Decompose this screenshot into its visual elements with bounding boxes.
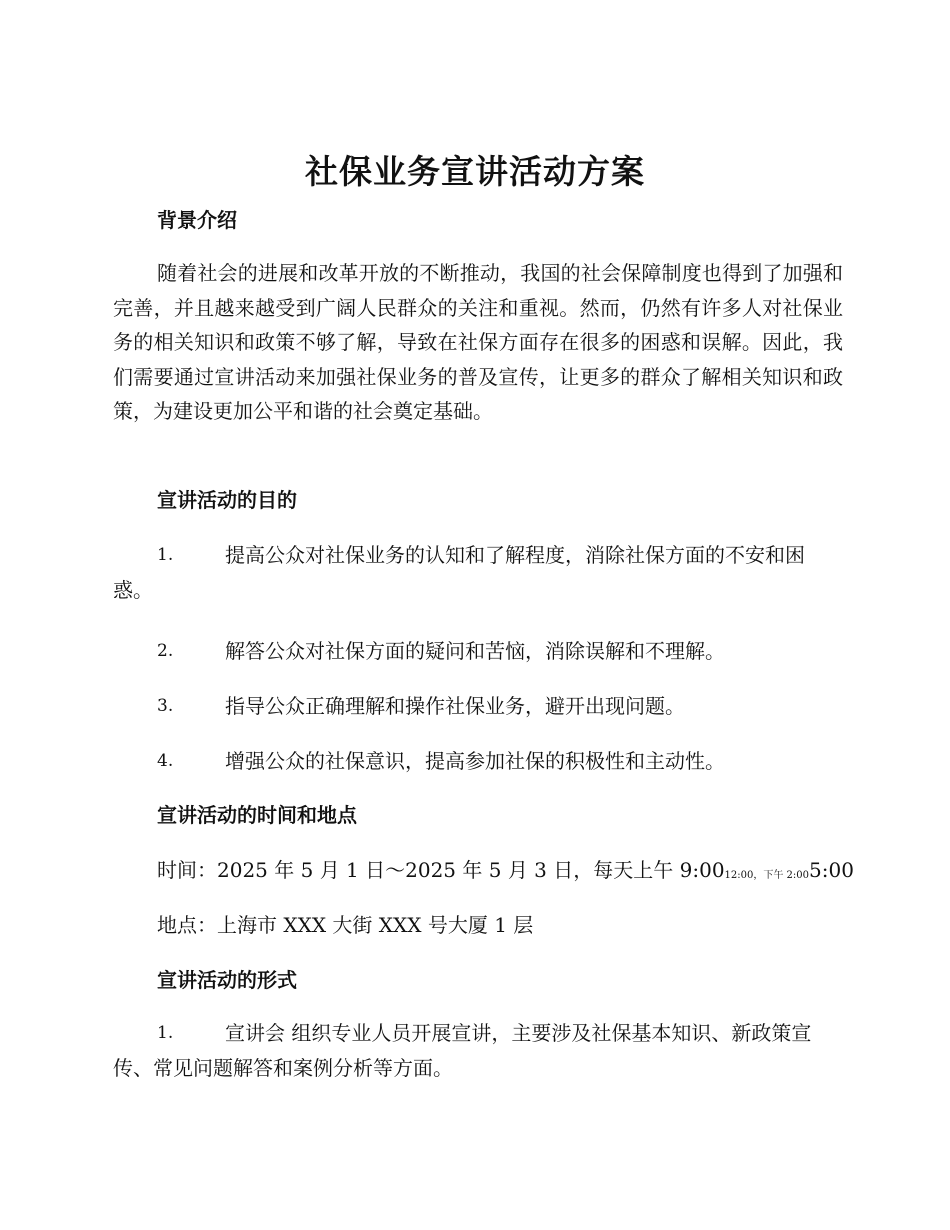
purpose-list-item [113, 744, 843, 779]
list-item-text: 指导公众正确理解和操作社保业务，避开出现问题。 [225, 694, 685, 718]
section-heading-time-place: 宣讲活动的时间和地点 [157, 803, 357, 827]
purpose-list-item [113, 634, 843, 669]
time-line [157, 855, 854, 891]
list-number: 3. [157, 696, 174, 716]
purpose-list-item [113, 689, 843, 724]
time-text: 时间：2025 年 5 月 1 日～2025 年 5 月 3 日，每天上午 9:00 [157, 858, 725, 882]
time-end-text: 5:00 [809, 858, 854, 882]
list-item-text: 解答公众对社保方面的疑问和苦恼，消除误解和不理解。 [225, 639, 725, 663]
list-item-text: 提高公众对社保业务的认知和了解程度，消除社保方面的不安和困惑。 [113, 543, 805, 602]
purpose-list-item [113, 538, 843, 607]
list-number: 4. [157, 751, 174, 771]
list-number: 1. [157, 1023, 174, 1043]
document-title: 社保业务宣讲活动方案 [305, 152, 645, 191]
time-small-text: 12:00，下午 2:00 [724, 870, 809, 881]
list-item-text: 增强公众的社保意识，提高参加社保的积极性和主动性。 [225, 749, 725, 773]
section-heading-background: 背景介绍 [157, 208, 237, 232]
list-item-text: 宣讲会 组织专业人员开展宣讲，主要涉及社保基本知识、新政策宣传、常见问题解答和案例分析等方面。 [113, 1021, 812, 1080]
background-paragraph: 随着社会的进展和改革开放的不断推动，我国的社会保障制度也得到了加强和完善，并且越来越受到广阔人民群众的关注和重视。然而，仍然有许多人对社保业务的相关知识和政策不够了解，导致在社保方面存在很多的困惑和误解。因此，我们需要通过宣讲活动来加强社保业务的普及宣传，让更多的群众了解相关知识和政策，为建设更加公平和谐的社会奠定基础。 [113, 261, 843, 424]
section-heading-purpose: 宣讲活动的目的 [157, 488, 297, 512]
place-line: 地点：上海市 XXX 大街 XXX 号大厦 1 层 [157, 913, 534, 937]
section-heading-form: 宣讲活动的形式 [157, 968, 297, 992]
form-list-item [113, 1016, 843, 1085]
list-number: 2. [157, 641, 174, 661]
list-number: 1. [157, 545, 174, 565]
